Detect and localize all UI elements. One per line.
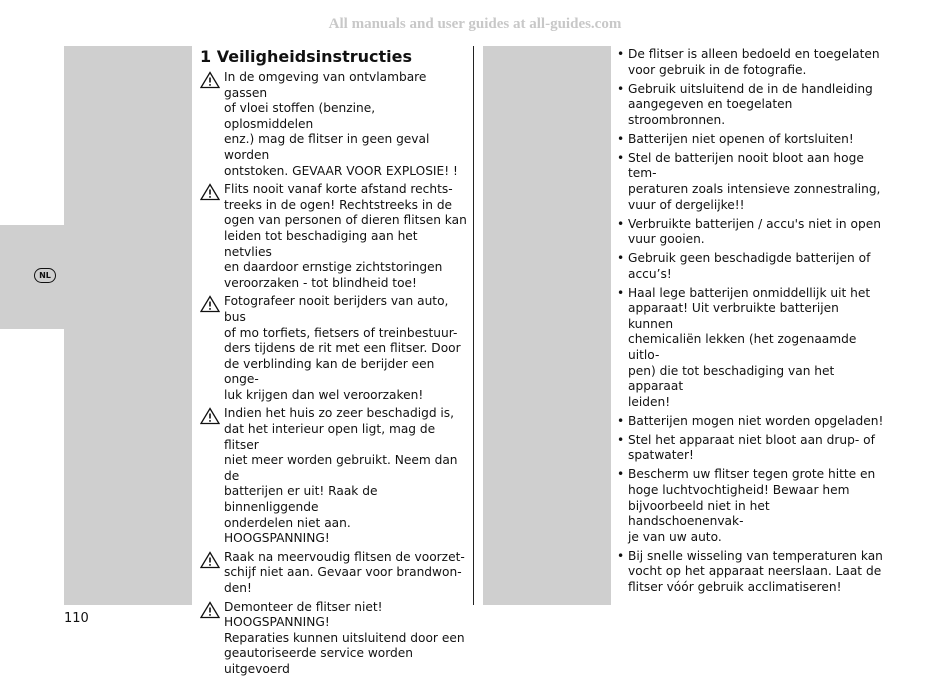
bullet-item: • De flitser is alleen bedoeld en toegelaten voor gebruik in de fotografie. <box>617 47 887 78</box>
middle-margin-band <box>483 46 611 605</box>
bullet-item: • Verbruikte batterijen / accu's niet in open vuur gooien. <box>617 217 887 248</box>
bullet-item: • Batterijen mogen niet worden opgeladen! <box>617 414 887 430</box>
warning-text: Demonteer de flitser niet! HOOGSPANNING! Reparaties kunnen uitsluitend door een geautoriseerde service worden uitgevoerd <box>224 599 465 676</box>
warning-text: Raak na meervoudig flitsen de voorzet- schijf niet aan. Gevaar voor brandwon- den! <box>224 549 465 595</box>
warning-text: Flits nooit vanaf korte afstand rechts- treeks in de ogen! Rechtstreeks in de ogen van personen of dieren flitsen kan leiden tot beschadiging aan het netvlies en daardoor ernstige zichtstoringen veroorzaken - tot blindheid toe! <box>224 182 467 290</box>
bullet-item: • Batterijen niet openen of kortsluiten! <box>617 132 887 148</box>
watermark-text: All manuals and user guides at all-guides.com <box>328 16 622 32</box>
bullet-item: • Gebruik uitsluitend de in de handleiding aangegeven en toegelaten stroombronnen. <box>617 82 887 129</box>
safety-bullets-column <box>617 47 887 599</box>
section-title: 1 Veiligheidsinstructies <box>200 47 412 66</box>
warnings-list <box>200 70 468 678</box>
safety-warnings-column <box>200 47 468 681</box>
warning-text: In de omgeving van ontvlambare gassen of vloei stoffen (benzine, oplosmiddelen enz.) mag de flitser in geen geval worden ontstoken. GEVAAR VOOR EXPLOSIE! ! <box>224 70 458 178</box>
warning-triangle-icon <box>200 71 220 89</box>
warning-triangle-icon <box>200 407 220 425</box>
warning-triangle-icon <box>200 183 220 201</box>
bullet-item: • Gebruik geen beschadigde batterijen of accu’s! <box>617 251 887 282</box>
warning-triangle-icon <box>200 295 220 313</box>
warning-triangle-icon <box>200 601 220 619</box>
bullet-item: • Haal lege batterijen onmiddellijk uit het apparaat! Uit verbruikte batterijen kunnen chemicaliën lekken (het zogenaamde uitlo- pen) die tot beschadiging van het apparaat leiden! <box>617 286 887 411</box>
warning-item <box>200 600 468 678</box>
bullet-item: • Stel het apparaat niet bloot aan drup- of spatwater! <box>617 433 887 464</box>
column-divider <box>473 46 474 605</box>
bullet-list <box>617 47 887 596</box>
bullet-item: • Stel de batterijen nooit bloot aan hoge tem- peraturen zoals intensieve zonnestraling, vuur of dergelijke!! <box>617 151 887 213</box>
warning-item <box>200 70 468 179</box>
warning-text: Indien het huis zo zeer beschadigd is, dat het interieur open ligt, mag de flitser niet meer worden gebruikt. Neem dan de batterijen er uit! Raak de binnenliggende onderdelen niet aan. HOOGSPANNING! <box>224 406 458 546</box>
warning-item <box>200 294 468 403</box>
bullet-item: • Bij snelle wisseling van temperaturen kan vocht op het apparaat neerslaan. Laat de flitser vóór gebruik acclimatiseren! <box>617 549 887 596</box>
warning-item <box>200 182 468 291</box>
bullet-item: • Bescherm uw flitser tegen grote hitte en hoge luchtvochtigheid! Bewaar hem bijvoorbeeld niet in het handschoenenvak- je van uw auto. <box>617 467 887 545</box>
warning-triangle-icon <box>200 551 220 569</box>
warning-item <box>200 406 468 546</box>
page-number: 110 <box>64 611 89 626</box>
left-margin-band <box>64 46 192 605</box>
warning-item <box>200 550 468 597</box>
language-badge: NL <box>34 268 56 283</box>
warning-text: Fotografeer nooit berijders van auto, bus of mo torfiets, fietsers of treinbestuur- ders tijdens de rit met een flitser. Door de verblinding kan de berijder een onge- luk krijgen dan wel veroorzaken! <box>224 294 461 402</box>
